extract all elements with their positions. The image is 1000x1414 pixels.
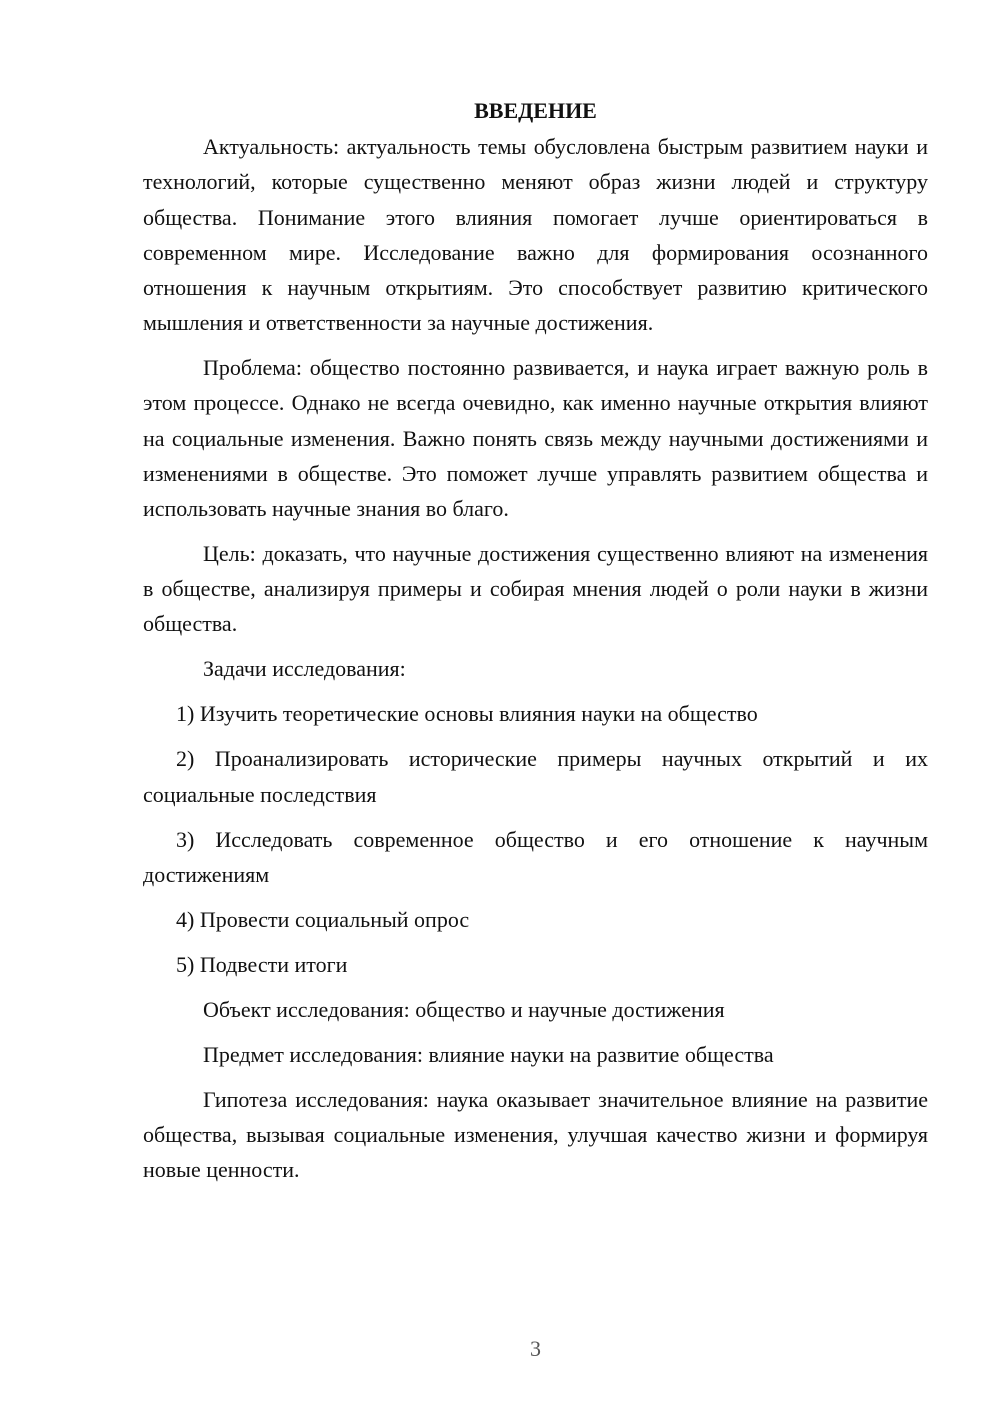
task-item-5: 5) Подвести итоги — [176, 951, 348, 977]
page-title: ВВЕДЕНИЕ — [474, 98, 597, 123]
problem-paragraph: Проблема: общество постоянно развивается, и наука играет важную роль в этом процессе. Однако не всегда очевидно, как именно научные открытия влияют на социальные изменения. Важно понять связь между научными достижениями и изменениями в обществе. Это поможет лучше управлять развитием общества и использовать научные знания во благо. — [143, 355, 928, 522]
task-item-3: 3) Исследовать современное общество и его отношение к научным достижениям — [143, 826, 928, 887]
page-number: 3 — [530, 1336, 541, 1361]
task-item-1: 1) Изучить теоретические основы влияния науки на общество — [176, 701, 758, 727]
goal-paragraph: Цель: доказать, что научные достижения существенно влияют на изменения в обществе, анализируя примеры и собирая мнения людей о роли науки в жизни общества. — [143, 541, 928, 637]
subject-paragraph: Предмет исследования: влияние науки на развитие общества — [203, 1041, 774, 1067]
relevance-paragraph: Актуальность: актуальность темы обусловлена быстрым развитием науки и технологий, которые существенно меняют образ жизни людей и структуру общества. Понимание этого влияния помогает лучше ориентироваться в современном мире. Исследование важно для формирования осознанного отношения к научным открытиям. Это способствует развитию критического мышления и ответственности за научные достижения. — [143, 134, 928, 336]
hypothesis-paragraph: Гипотеза исследования: наука оказывает значительное влияние на развитие общества, вызывая социальные изменения, улучшая качество жизни и формируя новые ценности. — [143, 1086, 928, 1183]
task-item-2: 2) Проанализировать исторические примеры научных открытий и их социальные последствия — [143, 746, 928, 807]
object-paragraph: Объект исследования: общество и научные достижения — [203, 996, 725, 1022]
task-item-4: 4) Провести социальный опрос — [176, 906, 470, 932]
document-body — [143, 93, 928, 1187]
tasks-heading: Задачи исследования: — [203, 656, 406, 682]
